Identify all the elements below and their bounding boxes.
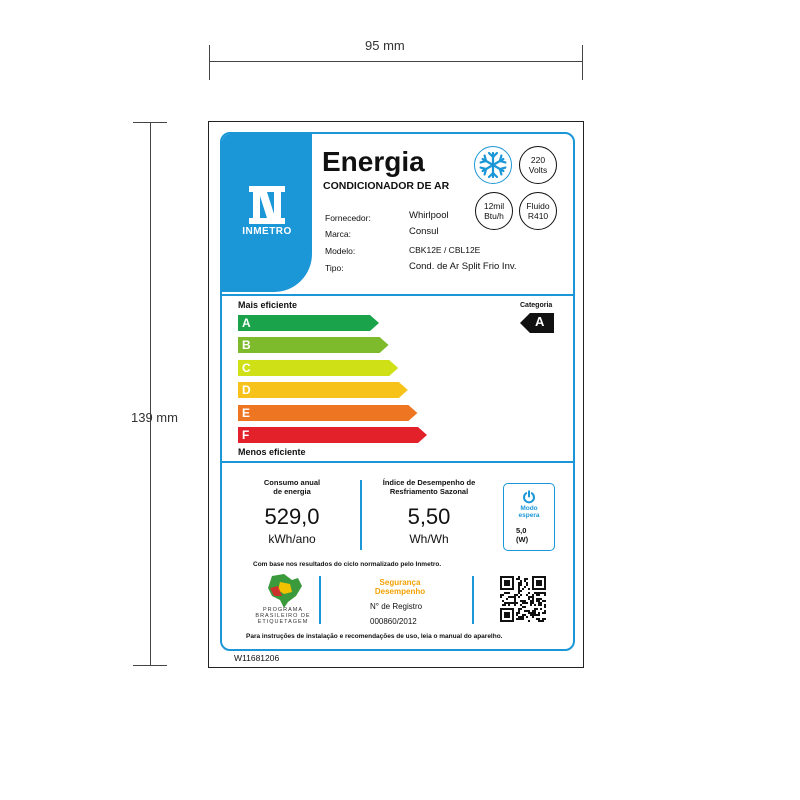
- standby-box: [503, 483, 555, 551]
- standby-value-number: 5,0: [516, 526, 527, 535]
- most-efficient-label: Mais eficiente: [238, 300, 298, 310]
- supplier-value: Whirlpool: [409, 210, 449, 221]
- qr-code-icon: [500, 576, 546, 622]
- fluid-label: Fluido: [526, 201, 550, 211]
- category-value: A: [535, 314, 545, 329]
- efficiency-class-letter: E: [242, 405, 251, 420]
- performance-title: [370, 478, 488, 496]
- instructions-text: Para instruções de instalação e recomendações de uso, leia o manual do aparelho.: [246, 633, 503, 640]
- separator-2: [319, 576, 321, 624]
- pbe-logo-line-3: ETIQUETAGEM: [257, 619, 309, 625]
- standby-title: [504, 505, 554, 519]
- pbe-logo-icon: [262, 574, 306, 608]
- energy-label: [220, 132, 575, 651]
- efficiency-class-d: [238, 382, 409, 398]
- supplier-key: Fornecedor:: [325, 213, 371, 223]
- efficiency-class-letter: B: [242, 338, 251, 353]
- inmetro-logo-text: INMETRO: [242, 226, 292, 237]
- width-dimension-tick-right: [582, 45, 583, 80]
- height-dimension-tick-top: [133, 122, 167, 123]
- standby-title-line-2: espera: [518, 512, 540, 519]
- label-title: Energia: [322, 146, 425, 177]
- consumption-title-line-1: Consumo anual: [263, 478, 321, 487]
- efficiency-class-letter: A: [242, 316, 251, 330]
- width-dimension-tick-left: [209, 45, 210, 80]
- cycle-note: Com base nos resultados do ciclo normalizado pelo Inmetro.: [253, 561, 442, 568]
- cooling-badge: [474, 146, 512, 184]
- width-dimension-text: 95 mm: [365, 38, 405, 53]
- registration-number: 000860/2012: [370, 617, 417, 626]
- performance-title-line-1: Índice de Desempenho de: [382, 478, 476, 487]
- divider-top: [222, 294, 573, 296]
- separator-1: [360, 480, 362, 550]
- power-icon: [522, 490, 536, 504]
- consumption-value: 529,0: [264, 504, 320, 529]
- label-subtitle: CONDICIONADOR DE AR: [323, 180, 450, 192]
- pbe-logo-text: [250, 607, 316, 625]
- type-key: Tipo:: [325, 263, 344, 273]
- efficiency-class-b: [238, 337, 390, 353]
- consumption-title: [244, 478, 340, 496]
- footer-code: W11681206: [234, 653, 280, 663]
- height-dimension-tick-bottom: [133, 665, 167, 666]
- model-value: CBK12E / CBL12E: [409, 245, 481, 255]
- safety-title-line-1: Segurança: [379, 578, 421, 587]
- standby-value: [516, 526, 528, 544]
- separator-3: [472, 576, 474, 624]
- efficiency-class-e: [238, 405, 418, 421]
- efficiency-class-letter: D: [242, 383, 251, 398]
- voltage-value: 220: [530, 155, 546, 165]
- consumption-title-line-2: de energia: [273, 487, 311, 496]
- efficiency-class-letter: F: [242, 428, 250, 442]
- fluid-value: R410: [527, 211, 549, 221]
- safety-title-line-2: Desempenho: [374, 587, 426, 596]
- category-label: Categoria: [520, 302, 553, 309]
- height-dimension-line: [150, 122, 151, 665]
- efficiency-class-a: [238, 315, 380, 331]
- standby-title-line-1: Modo: [520, 505, 538, 512]
- pbe-logo-line-2: BRASILEIRO DE: [255, 613, 311, 619]
- model-key: Modelo:: [325, 246, 356, 256]
- pbe-logo-line-1: PROGRAMA: [262, 607, 304, 613]
- height-dimension-text: 139 mm: [131, 410, 178, 425]
- efficiency-class-letter: C: [242, 360, 251, 375]
- standby-value-unit: (W): [516, 535, 529, 544]
- inmetro-logo-icon: [247, 186, 287, 224]
- voltage-badge: [519, 146, 557, 184]
- performance-title-line-2: Resfriamento Sazonal: [389, 487, 469, 496]
- snowflake-icon: [478, 150, 508, 180]
- performance-unit: Wh/Wh: [409, 532, 449, 546]
- fluid-badge: [519, 192, 557, 230]
- efficiency-class-f: [238, 427, 428, 443]
- brand-key: Marca:: [325, 229, 351, 239]
- capacity-badge: [475, 192, 513, 230]
- registration-label: N° de Registro: [370, 602, 423, 611]
- least-efficient-label: Menos eficiente: [238, 447, 306, 457]
- consumption-unit: kWh/ano: [268, 532, 316, 546]
- inmetro-panel: [222, 134, 312, 292]
- performance-value: 5,50: [407, 504, 451, 529]
- safety-performance-title: [352, 578, 448, 596]
- type-value: Cond. de Ar Split Frio Inv.: [409, 261, 517, 272]
- voltage-unit: Volts: [528, 165, 548, 175]
- divider-middle: [222, 461, 573, 463]
- brand-value: Consul: [409, 226, 439, 237]
- capacity-unit: Btu/h: [484, 211, 504, 221]
- width-dimension-line: [209, 61, 582, 62]
- efficiency-class-c: [238, 360, 399, 376]
- capacity-value: 12mil: [483, 201, 505, 211]
